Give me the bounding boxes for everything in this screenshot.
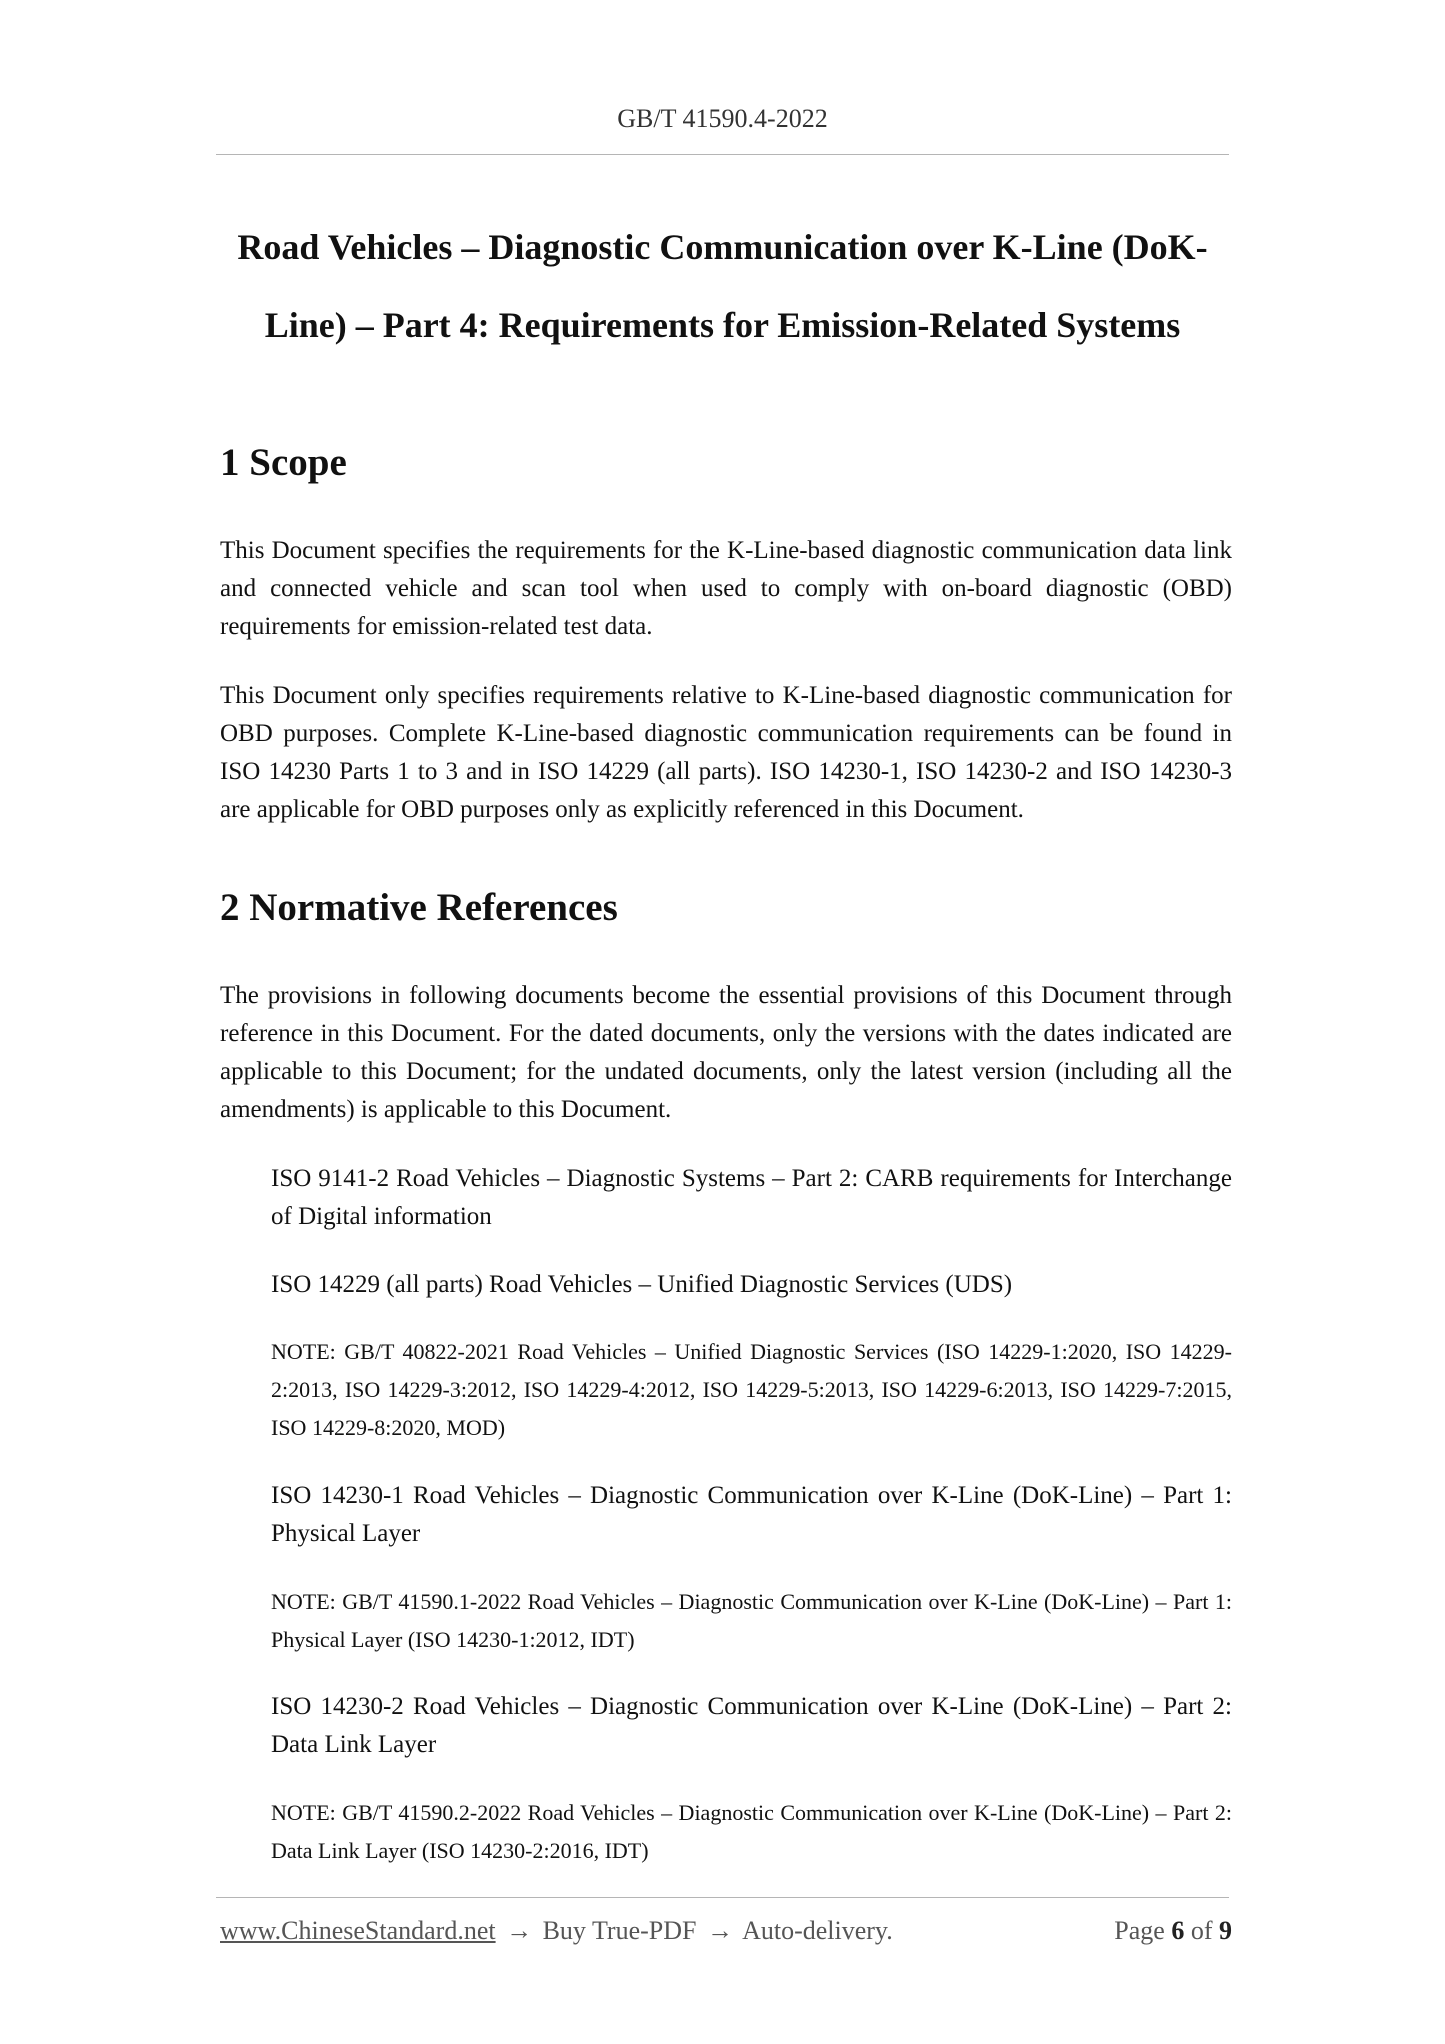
note-iso-14230-1: NOTE: GB/T 41590.1-2022 Road Vehicles – Diagnostic Communication over K-Line (DoK-Line) – Part 1: Physical Layer (ISO 14230-1:2012, IDT) (271, 1589, 1232, 1652)
of-label: of (1190, 1916, 1213, 1945)
title-line-2: Line) – Part 4: Requirements for Emission-Related Systems (264, 305, 1181, 345)
reference-iso-9141-2: ISO 9141-2 Road Vehicles – Diagnostic Systems – Part 2: CARB requirements for Interchange of Digital information (271, 1165, 1232, 1230)
buy-true-pdf-text: Buy True-PDF (542, 1916, 697, 1945)
reference-iso-14230-2: ISO 14230-2 Road Vehicles – Diagnostic Communication over K-Line (DoK-Line) – Part 2: Data Link Layer (271, 1693, 1232, 1758)
normative-references-heading: 2 Normative References (220, 886, 618, 929)
page-footer (220, 1916, 1232, 1946)
normative-intro-paragraph: The provisions in following documents become the essential provisions of this Document through reference in this Document. For the dated documents, only the versions with the dates indicated are applicable to this Document; for the undated documents, only the latest version (including all the amendments) is applicable to this Document. (220, 982, 1232, 1123)
page-indicator (1114, 1916, 1232, 1946)
note-iso-14230-2: NOTE: GB/T 41590.2-2022 Road Vehicles – Diagnostic Communication over K-Line (DoK-Line) – Part 2: Data Link Layer (ISO 14230-2:2016, IDT) (271, 1800, 1232, 1863)
total-page-number: 9 (1219, 1916, 1232, 1945)
header-standard-code: GB/T 41590.4-2022 (617, 104, 828, 133)
scope-paragraph-1: This Document specifies the requirements for the K-Line-based diagnostic communication data link and connected vehicle and scan tool when used to comply with on-board diagnostic (OBD) requirements for emission-related test data. (220, 537, 1232, 640)
note-iso-14229: NOTE: GB/T 40822-2021 Road Vehicles – Unified Diagnostic Services (ISO 14229-1:2020, ISO 14229-2:2013, ISO 14229-3:2012, ISO 14229-4:2012, ISO 14229-5:2013, ISO 14229-6:2013, ISO 14229-7:2015, ISO 14229-8:2020, MOD) (271, 1339, 1232, 1440)
arrow-right-icon: → (707, 1916, 733, 1945)
arrow-right-icon: → (506, 1916, 533, 1945)
chinesestandard-link[interactable]: www.ChineseStandard.net (220, 1916, 496, 1945)
header-divider (216, 154, 1229, 155)
auto-delivery-text: Auto-delivery. (742, 1916, 893, 1945)
document-title (200, 208, 1245, 364)
title-line-1: Road Vehicles – Diagnostic Communication over K-Line (DoK- (237, 227, 1208, 267)
page-label: Page (1114, 1916, 1165, 1945)
scope-heading: 1 Scope (220, 441, 347, 484)
scope-paragraph-2: This Document only specifies requirements relative to K-Line-based diagnostic communication for OBD purposes. Complete K-Line-based diagnostic communication requirements can be found in ISO 14230 Parts 1 to 3 and in ISO 14229 (all parts). ISO 14230-1, ISO 14230-2 and ISO 14230-3 are applicable for OBD purposes only as explicitly referenced in this Document. (220, 682, 1232, 823)
current-page-number: 6 (1171, 1916, 1185, 1945)
reference-iso-14229: ISO 14229 (all parts) Road Vehicles – Unified Diagnostic Services (UDS) (271, 1271, 1013, 1298)
reference-iso-14230-1: ISO 14230-1 Road Vehicles – Diagnostic Communication over K-Line (DoK-Line) – Part 1: Physical Layer (271, 1482, 1232, 1547)
footer-divider (216, 1897, 1229, 1898)
